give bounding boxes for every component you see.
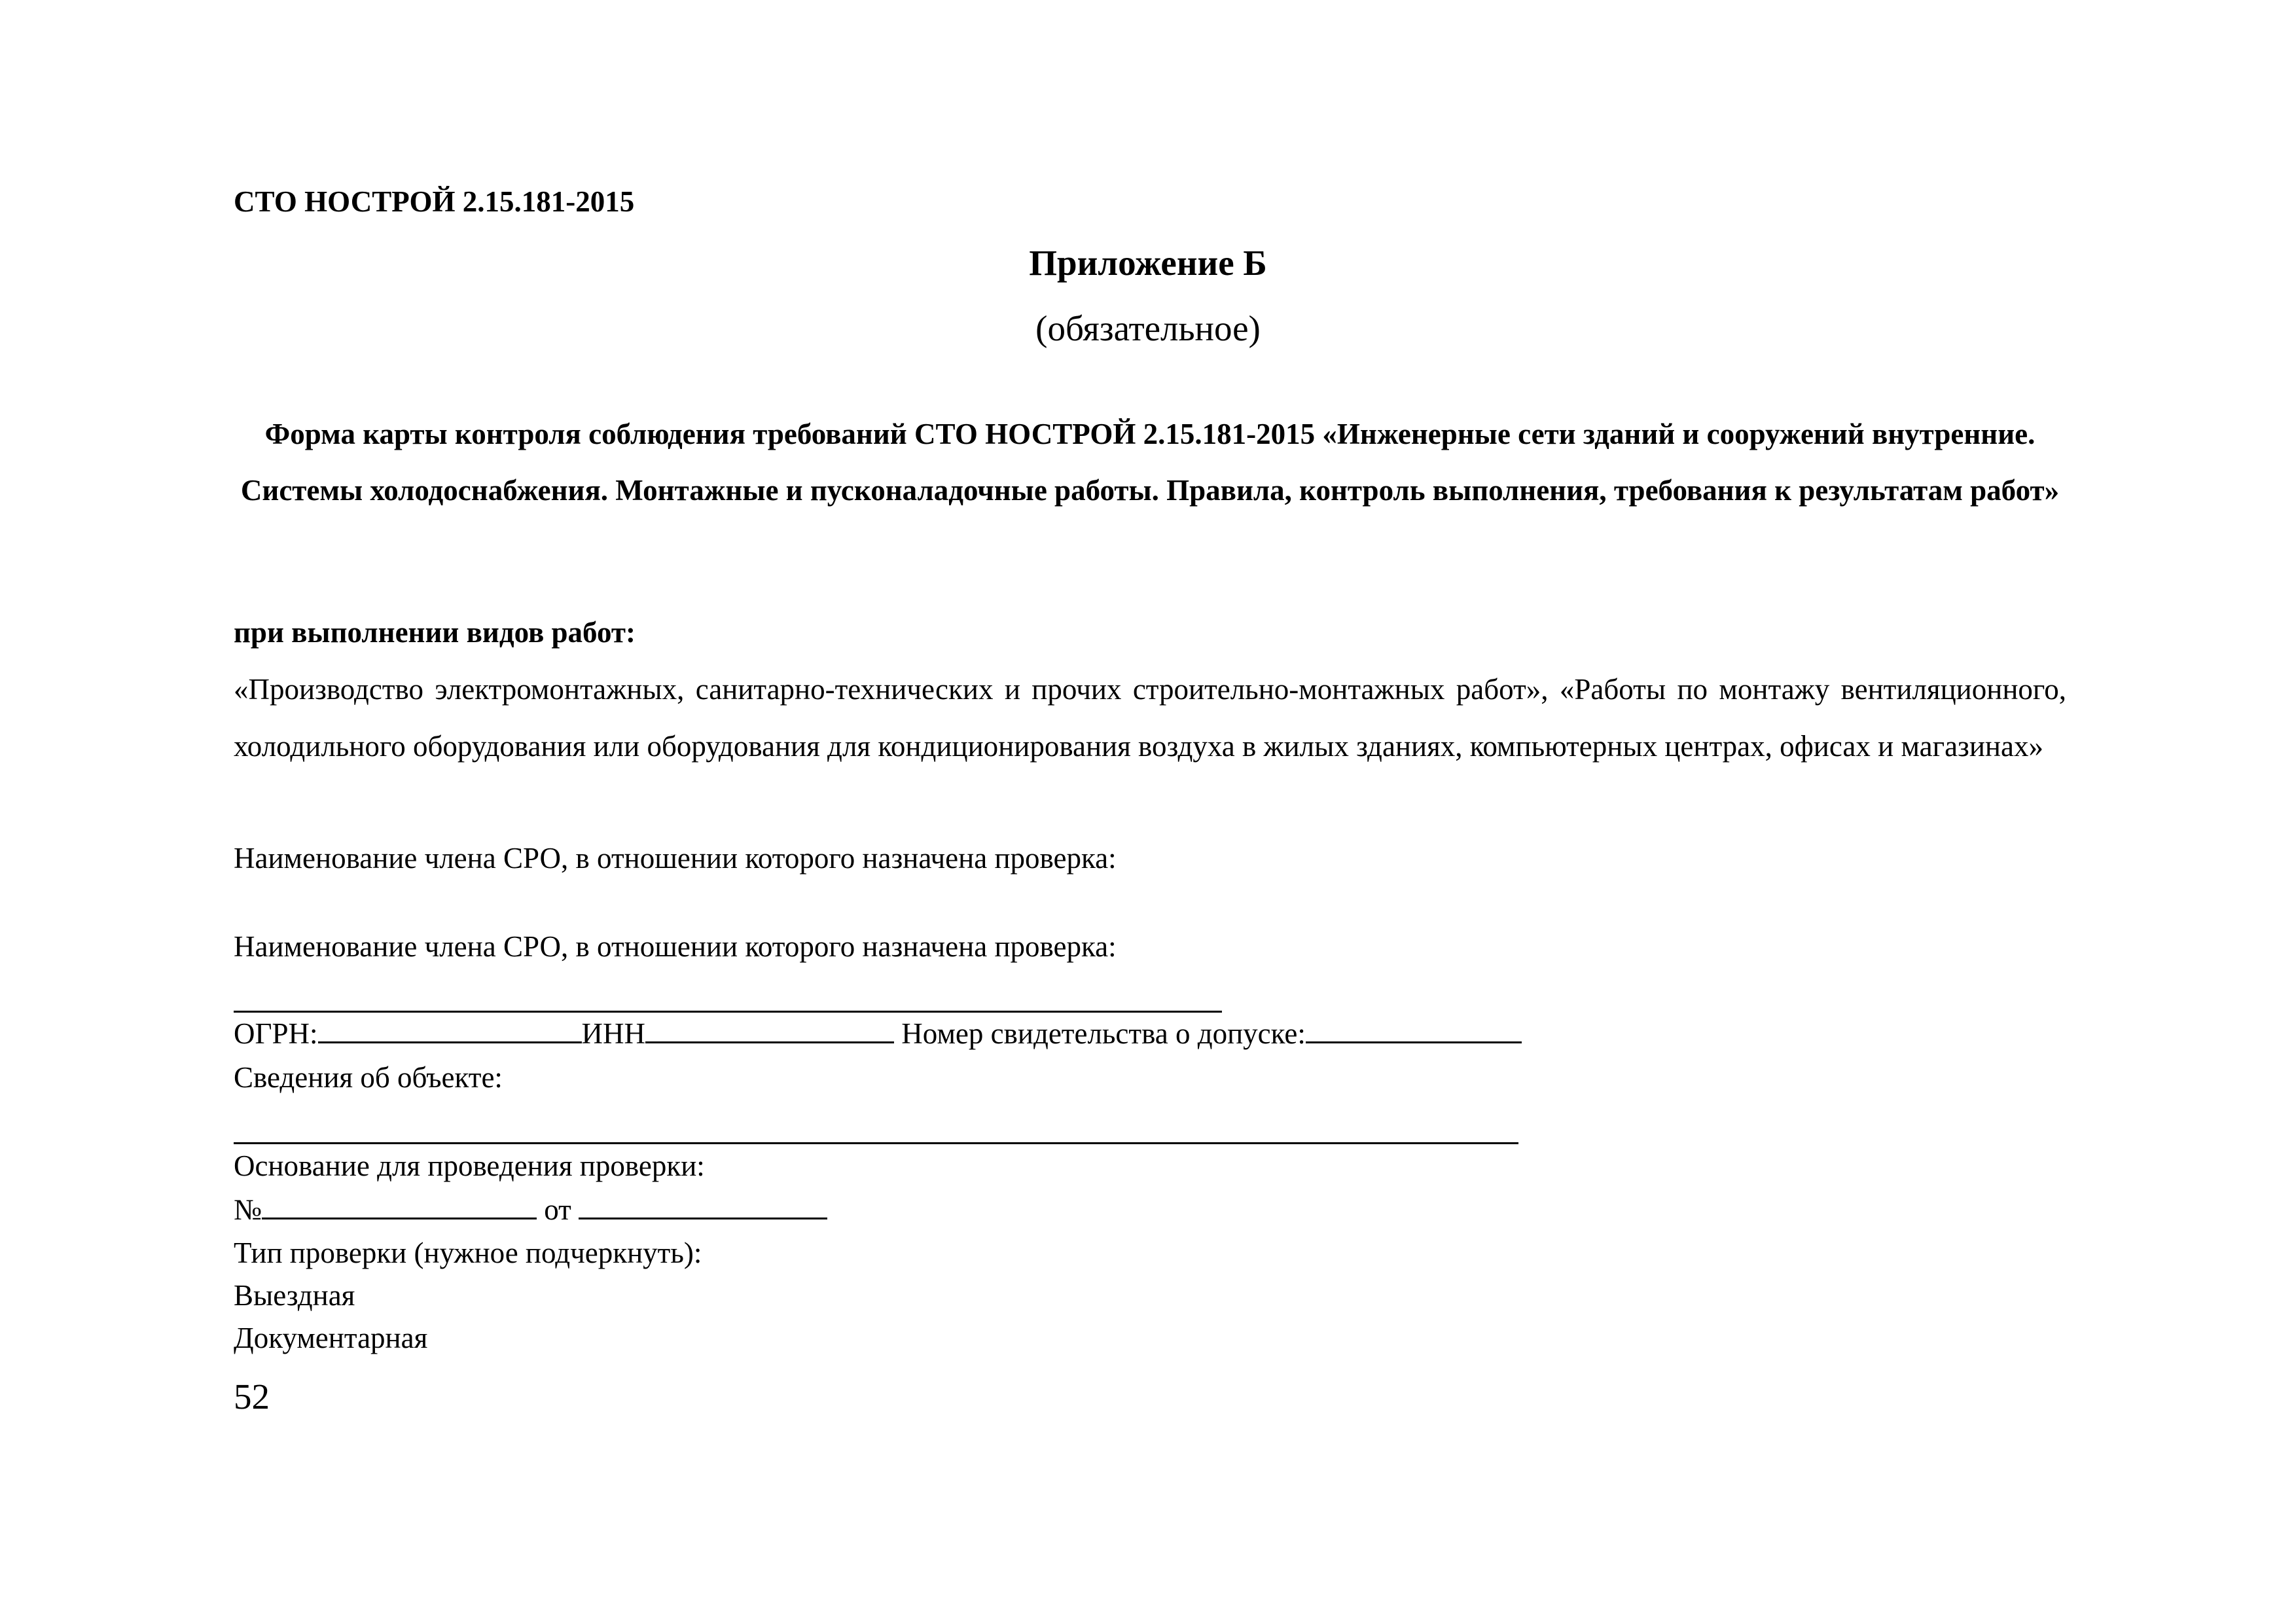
number-label: № bbox=[234, 1193, 262, 1226]
inspection-type-option[interactable]: Выездная bbox=[234, 1279, 355, 1312]
inspection-type-label: Тип проверки (нужное подчеркнуть): bbox=[234, 1236, 702, 1269]
appendix-title: Приложение Б bbox=[1029, 243, 1267, 283]
ogrn-inn-certificate-row bbox=[234, 1017, 1522, 1051]
certificate-label: Номер свидетельства о допуске: bbox=[901, 1017, 1306, 1050]
ogrn-field[interactable] bbox=[318, 1017, 582, 1043]
sro-member-name-field[interactable] bbox=[234, 1011, 1222, 1013]
document-code: СТО НОСТРОЙ 2.15.181-2015 bbox=[234, 185, 635, 218]
page-number: 52 bbox=[234, 1377, 270, 1416]
appendix-status: (обязательное) bbox=[1035, 308, 1261, 348]
basis-label: Основание для проведения проверки: bbox=[234, 1149, 705, 1182]
ogrn-label: ОГРН: bbox=[234, 1017, 318, 1050]
basis-date-field[interactable] bbox=[579, 1193, 827, 1219]
sro-member-label-2: Наименование члена СРО, в отношении которого назначена проверка: bbox=[234, 930, 1117, 963]
work-types-text: «Производство электромонтажных, санитарно-технических и прочих строительно-монтажных работ», «Работы по монтажу вентиляционного, холодильного оборудования или оборудования для кондиционирования воздуха в жилых зданиях, компьютерных центрах, офисах и магазинах» bbox=[234, 673, 2066, 763]
inn-field[interactable] bbox=[645, 1017, 894, 1043]
work-types-heading: при выполнении видов работ: bbox=[234, 616, 636, 649]
form-title: Форма карты контроля соблюдения требований СТО НОСТРОЙ 2.15.181-2015 «Инженерные сети зданий и сооружений внутренние. Системы холодоснабжения. Монтажные и пусконаладочные работы. Правила, контроль выполнения, требования к результатам работ» bbox=[240, 418, 2060, 507]
from-label: от bbox=[544, 1193, 571, 1226]
certificate-field[interactable] bbox=[1306, 1017, 1522, 1043]
sro-member-label-1: Наименование члена СРО, в отношении которого назначена проверка: bbox=[234, 842, 1117, 875]
object-info-label: Сведения об объекте: bbox=[234, 1061, 503, 1094]
inn-label: ИНН bbox=[581, 1017, 646, 1050]
inspection-type-option[interactable]: Документарная bbox=[234, 1322, 428, 1354]
basis-number-date-row bbox=[234, 1193, 827, 1227]
basis-number-field[interactable] bbox=[262, 1193, 537, 1219]
object-info-field[interactable] bbox=[234, 1142, 1518, 1144]
